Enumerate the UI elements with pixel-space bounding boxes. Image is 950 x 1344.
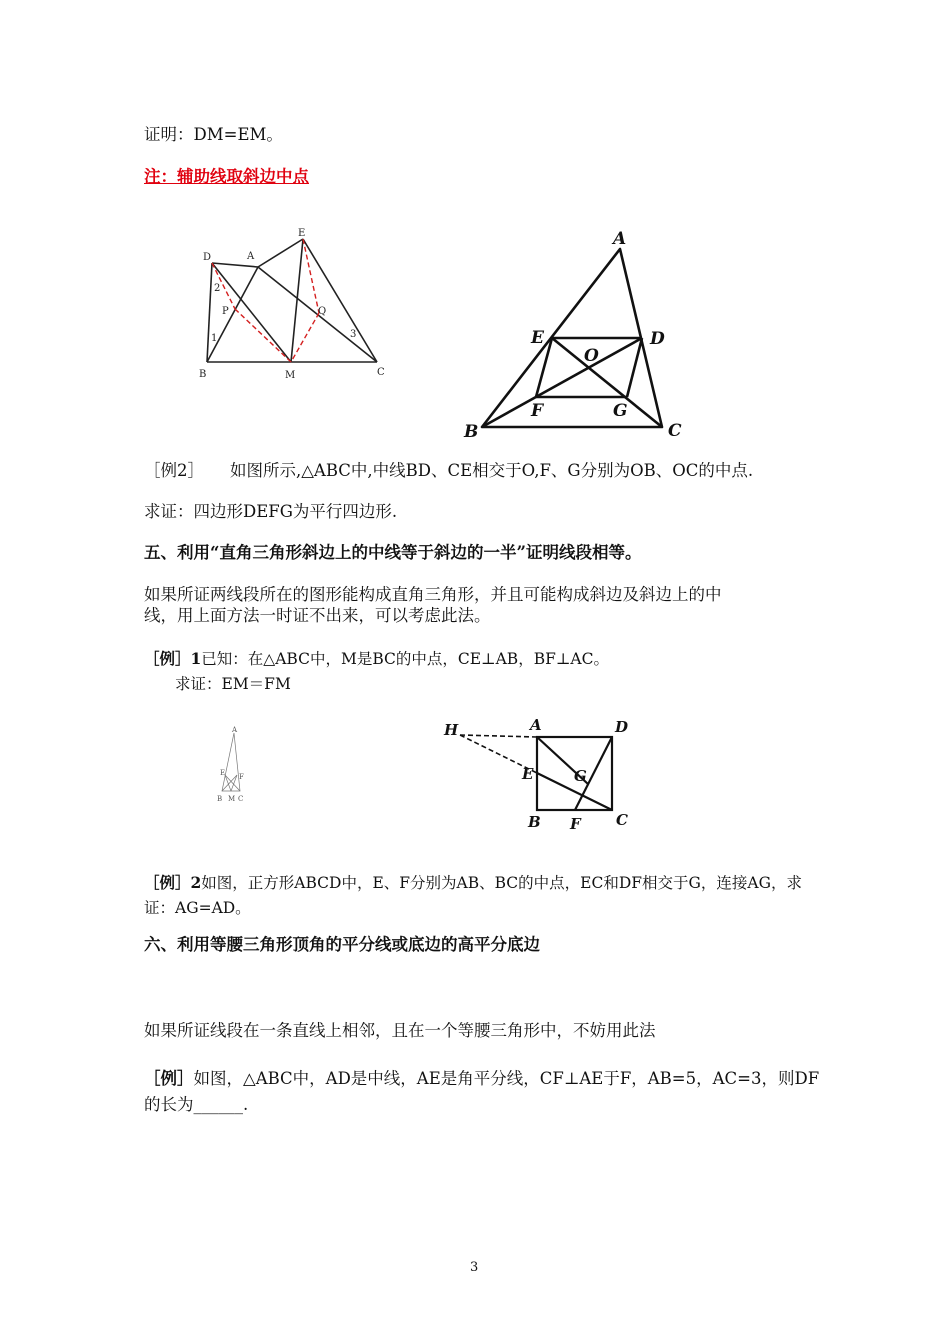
fig2-label: E — [531, 328, 544, 348]
fig2-label: G — [613, 401, 628, 421]
fig1-label: C — [377, 367, 385, 378]
fig3-label: A — [232, 726, 238, 734]
example-1-prove: 求证：EM＝FM — [175, 675, 291, 693]
example-3-text: 如图，△ABC中，AD是中线，AE是角平分线，CF⊥AE于F，AB=5，AC=3，则DF — [193, 1069, 820, 1088]
figure-3 — [212, 725, 252, 805]
fig3-label: M — [228, 795, 236, 803]
example-2-text: 如图所示,△ABC中,中线BD、CE相交于O,F、G分别为OB、OC的中点. — [230, 461, 754, 480]
fig1-label: P — [222, 306, 229, 317]
fig4-label: D — [615, 718, 629, 736]
fig1-label: 1 — [211, 333, 218, 344]
example-2-tag: ［例2］ — [144, 461, 204, 480]
fig4-label: F — [570, 815, 581, 833]
section-5-paragraph: 如果所证两线段所在的图形能构成直角三角形，并且可能构成斜边及斜边上的中 — [144, 585, 722, 604]
fig1-label: E — [298, 228, 306, 239]
fig4-label: E — [522, 765, 534, 783]
example-2b-tag: ［例］2 — [144, 873, 202, 892]
example-3-line — [144, 1068, 819, 1090]
example-2-prove: 求证：四边形DEFG为平行四边形. — [144, 502, 398, 521]
figure-4 — [440, 715, 640, 835]
example-2b-text-cont: 证：AG=AD。 — [144, 899, 251, 917]
fig1-label: 2 — [214, 283, 221, 294]
example-2b-line — [144, 872, 802, 894]
example-1-line — [144, 648, 609, 670]
fig4-label: G — [574, 767, 587, 785]
fig4-label: H — [444, 721, 459, 739]
section-5-paragraph: 线，用上面方法一时证不出来，可以考虑此法。 — [144, 606, 491, 625]
fig4-label: C — [616, 811, 628, 829]
proof-line: 证明：DM=EM。 — [144, 125, 283, 144]
fig2-label: F — [531, 401, 544, 421]
example-3-text-cont: 的长为______. — [144, 1095, 249, 1114]
section-6-paragraph: 如果所证线段在一条直线上相邻，且在一个等腰三角形中，不妨用此法 — [144, 1021, 656, 1040]
fig1-label: D — [203, 252, 212, 263]
fig3-label: C — [238, 795, 244, 803]
example-1-text: 已知：在△ABC中，M是BC的中点，CE⊥AB，BF⊥AC。 — [201, 650, 609, 668]
fig1-label: Q — [318, 306, 327, 317]
fig1-label: A — [247, 251, 255, 262]
page-number: 3 — [470, 1260, 479, 1275]
fig2-label: O — [584, 346, 599, 366]
section-6-title: 六、利用等腰三角形顶角的平分线或底边的高平分底边 — [144, 935, 540, 954]
example-3-tag: ［例］ — [144, 1069, 194, 1088]
example-1-tag: ［例］1 — [144, 649, 202, 668]
fig2-label: A — [613, 229, 627, 249]
fig1-label: B — [199, 369, 207, 380]
fig1-label: 3 — [350, 329, 357, 340]
section-5-title: 五、利用“直角三角形斜边上的中线等于斜边的一半”证明线段相等。 — [144, 543, 642, 562]
fig2-label: D — [650, 329, 665, 349]
fig3-label: E — [220, 769, 226, 777]
fig4-label: A — [530, 716, 542, 734]
example-2b-text: 如图，正方形ABCD中，E、F分别为AB、BC的中点，EC和DF相交于G，连接AG，求 — [201, 874, 802, 892]
figure-2 — [460, 225, 690, 445]
fig3-label: F — [239, 773, 244, 781]
fig2-label: C — [668, 421, 682, 441]
fig4-label: B — [528, 813, 541, 831]
fig1-label: M — [285, 370, 296, 381]
fig3-label: B — [217, 795, 223, 803]
figure-1 — [195, 225, 395, 385]
note-line: 注：辅助线取斜边中点 — [144, 167, 309, 186]
fig2-label: B — [464, 422, 479, 442]
